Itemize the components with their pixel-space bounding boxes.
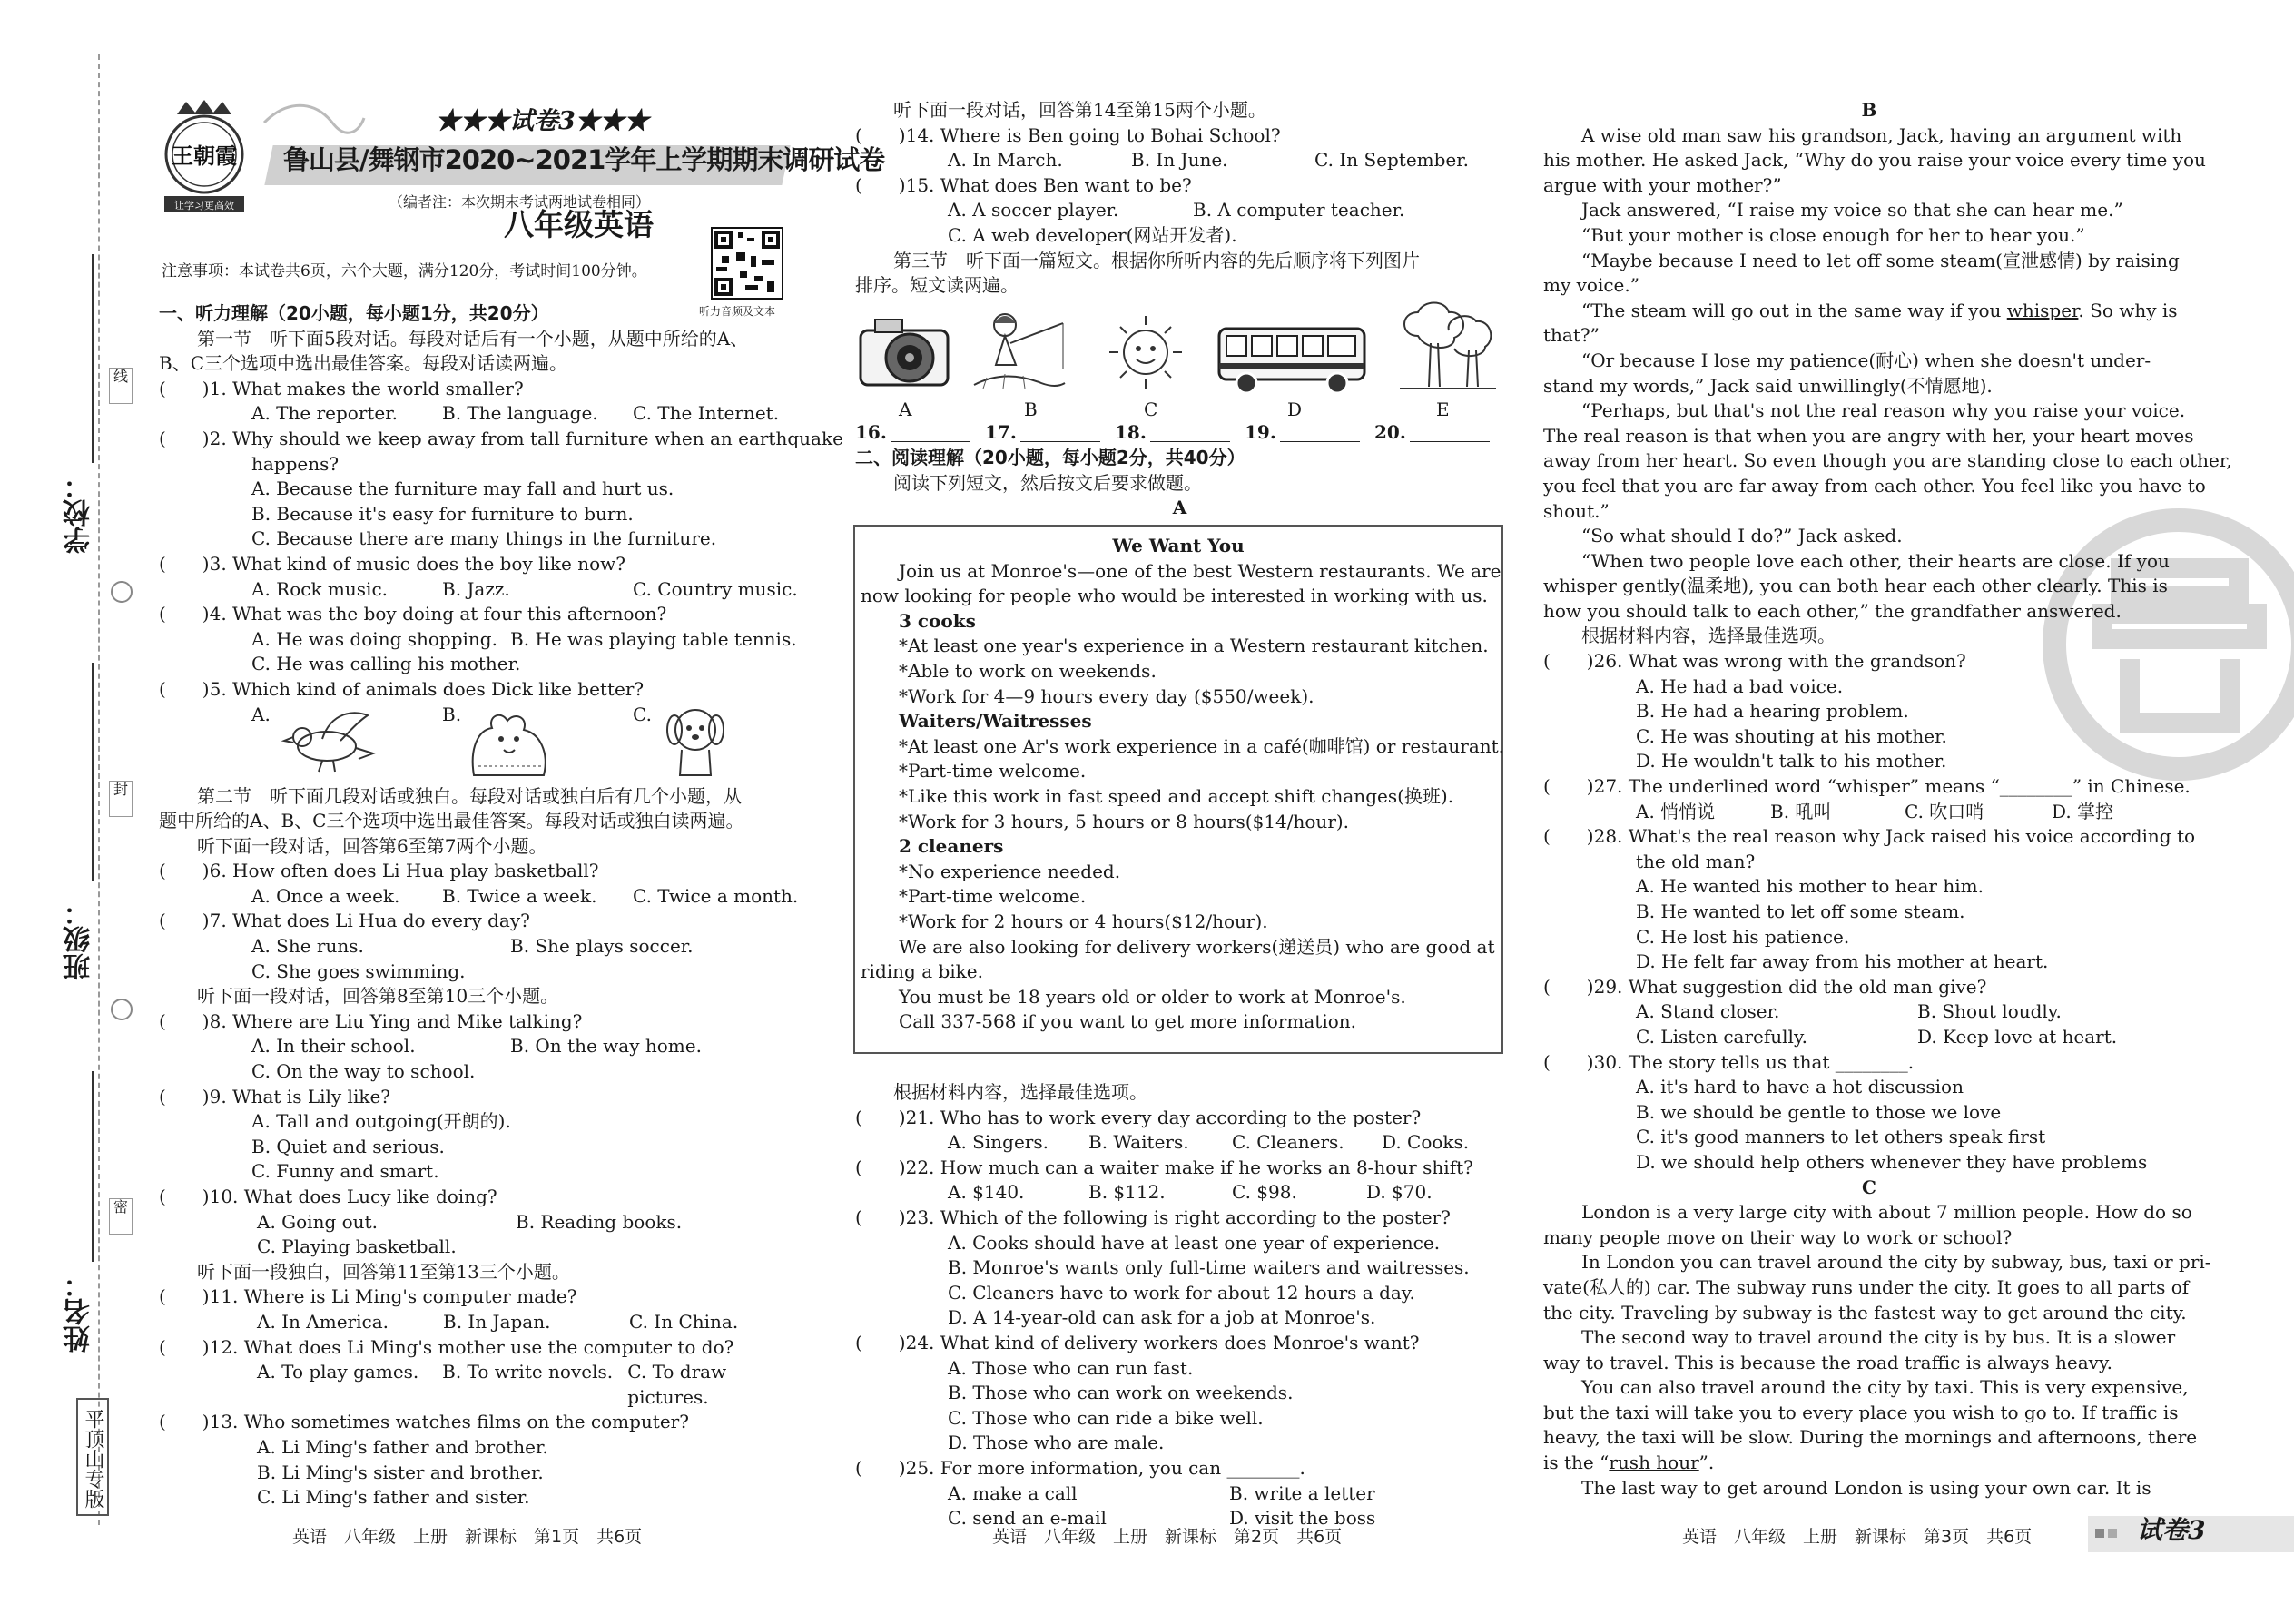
binding-hole [111, 581, 133, 603]
option[interactable]: C. He lost his patience. [1636, 925, 1850, 948]
option[interactable]: B. write a letter [1229, 1481, 1375, 1504]
passage-a-label: A [1172, 497, 1187, 519]
option[interactable]: C. Cleaners. [1232, 1131, 1344, 1154]
poster-line: *At least one year's experience in a Western restaurant kitchen. [899, 635, 1489, 657]
passage-c-line: You can also travel around the city by taxi. This is very expensive, [1581, 1376, 2189, 1399]
option[interactable]: A. Because the furniture may fall and hurt us. [251, 477, 674, 500]
question-22: ( )22. How much can a waiter make if he works an 8-hour shift? [855, 1156, 1473, 1178]
option[interactable]: B. He wanted to let off some steam. [1636, 901, 1965, 922]
option[interactable]: A. She runs. [251, 935, 364, 958]
question-27-options [1543, 800, 2195, 825]
option[interactable]: A. Those who can run fast. [948, 1356, 1194, 1379]
blank-label: 19. [1245, 421, 1276, 443]
question-29-options [1543, 999, 2195, 1025]
passage-c-line: way to travel. This is because the road traffic is always heavy. [1543, 1351, 2112, 1373]
question-21: ( )21. Who has to work every day according to the poster? [855, 1106, 1422, 1128]
passage-c-line: The second way to travel around the city is by bus. It is a slower [1581, 1326, 2176, 1349]
name-label: 姓名： [64, 1271, 95, 1353]
option[interactable]: B. A computer teacher. [1193, 199, 1405, 221]
part-2-instruction: 第二节 听下面几段对话或独白。每段对话或独白后有几个小题，从 [197, 784, 742, 807]
poster-line: *Like this work in fast speed and accept shift changes(换班). [899, 784, 1454, 807]
option[interactable]: C. He was shouting at his mother. [1636, 724, 1947, 747]
page-footer-2: 英语 八年级 上册 新课标 第2页 共6页 [992, 1527, 1343, 1547]
picture-label-b: B [1024, 399, 1038, 420]
option[interactable]: B. Because it's easy for furniture to burn. [251, 502, 634, 525]
option[interactable]: A. In their school. [251, 1035, 416, 1058]
part-3-instruction: 第三节 听下面一篇短文。根据你所听内容的先后顺序将下列图片 [893, 249, 1420, 271]
brand-sub: 让学习更高效 [174, 200, 234, 212]
blank-label: 20. [1374, 421, 1406, 443]
question-15: ( )15. What does Ben want to be? [855, 173, 1192, 196]
option[interactable]: C. In China. [629, 1310, 739, 1333]
part-1-instruction: 第一节 听下面5段对话。每段对话后有一个小题，从题中所给的A、 [197, 327, 749, 349]
passage-c-label: C [1862, 1176, 1876, 1198]
option[interactable]: A. 悄悄说 [1636, 800, 1716, 822]
passage-b-line: his mother. He asked Jack, “Why do you raise your voice every time you [1543, 149, 2206, 172]
option[interactable]: D. we should help others whenever they have problems [1636, 1150, 2148, 1173]
poster-line: *Able to work on weekends. [899, 659, 1157, 682]
option[interactable]: B. In June. [1131, 149, 1228, 172]
seal-line-char-2: 封 [109, 781, 133, 817]
passage-b-line: “Perhaps, but that's not the real reason why you raise your voice. [1581, 399, 2186, 422]
option[interactable]: C. 吹口哨 [1905, 800, 1984, 822]
question-28: ( )28. What's the real reason why Jack raised his voice according to [1543, 825, 2196, 848]
sun-icon [1100, 307, 1191, 398]
question-1: ( )1. What makes the world smaller? [159, 377, 524, 399]
option[interactable]: A. Tall and outgoing(开朗的). [251, 1110, 511, 1133]
option[interactable]: A. He was doing shopping. [251, 627, 497, 650]
option[interactable]: B. Reading books. [516, 1210, 683, 1233]
question-25-options [855, 1481, 1504, 1507]
option[interactable]: A. He wanted his mother to hear him. [1636, 875, 1984, 898]
question-23: ( )23. Which of the following is right according to the poster? [855, 1206, 1451, 1228]
option[interactable]: A. make a call [948, 1481, 1078, 1504]
section-1-title: 一、听力理解（20小题，每小题1分，共20分） [159, 302, 549, 324]
trees-icon [1391, 300, 1500, 399]
option[interactable]: B. He had a hearing problem. [1636, 700, 1909, 723]
question-29: ( )29. What suggestion did the old man give? [1543, 975, 1987, 998]
option[interactable]: C. In September. [1314, 149, 1469, 172]
cut-line [98, 54, 100, 1525]
option[interactable]: D. Those who are male. [948, 1432, 1165, 1454]
option[interactable]: C. $98. [1232, 1181, 1297, 1204]
poster-line: *Part-time welcome. [899, 885, 1087, 908]
option-dog-cat[interactable] [442, 703, 633, 784]
option-puppy[interactable] [633, 703, 652, 784]
poster-cleaners-heading: 2 cleaners [899, 835, 1004, 858]
question-15-options [855, 198, 1504, 223]
question-7: ( )7. What does Li Hua do every day? [159, 910, 530, 932]
blank-label: 16. [855, 421, 887, 443]
question-2: ( )2. Why should we keep away from tall furniture when an earthquake [159, 427, 843, 449]
text: . So why is [2078, 299, 2178, 321]
option[interactable]: C. To draw pictures. [627, 1361, 727, 1408]
option[interactable]: B. On the way home. [510, 1035, 702, 1058]
option[interactable]: D. visit the boss [1229, 1507, 1376, 1530]
brand-name: 王朝霞 [172, 143, 237, 169]
passage-b-line: The real reason is that when you are angry with her, your heart moves [1543, 424, 2194, 447]
school-field[interactable] [92, 254, 94, 463]
passage-b-line: away from her heart. So even though you are standing close to each other, [1543, 449, 2232, 472]
blank-19[interactable] [1245, 420, 1374, 446]
class-field[interactable] [92, 663, 94, 881]
option[interactable]: C. Funny and smart. [251, 1160, 439, 1183]
fishing-girl-icon [969, 305, 1068, 396]
school-label: 学校： [64, 472, 95, 554]
picture-label-d: D [1287, 399, 1303, 420]
passage-b-line: how you should talk to each other,” the grandfather answered. [1543, 599, 2122, 622]
passage-b-label: B [1861, 99, 1877, 121]
question-2-cont: happens? [251, 452, 340, 475]
passage-b-line: you feel that you are far away from each other. You feel like you have to [1543, 474, 2206, 497]
option[interactable]: A. Cooks should have at least one year of experience. [948, 1231, 1441, 1254]
question-11-options [159, 1310, 812, 1335]
option[interactable]: D. 掌控 [2052, 800, 2114, 822]
passage-c-line: In London you can travel around the city by subway, bus, taxi or pri- [1581, 1251, 2211, 1274]
option[interactable]: A. $140. [948, 1181, 1025, 1204]
paper-tag: 试卷3 [2137, 1515, 2206, 1545]
option[interactable]: D. He felt far away from his mother at heart. [1636, 950, 2049, 973]
option[interactable]: D. Keep love at heart. [1917, 1025, 2118, 1048]
option[interactable]: A. Stand closer. [1636, 1000, 1780, 1023]
option[interactable]: B. 吼叫 [1770, 800, 1832, 822]
choose-instruction: 根据材料内容，选择最佳选项。 [1581, 625, 1836, 647]
poster-line: *Work for 3 hours, 5 hours or 8 hours($14/hour). [899, 810, 1350, 832]
option[interactable]: B. $112. [1088, 1181, 1166, 1204]
question-6-options [159, 884, 812, 910]
column-2-questions [855, 1080, 1504, 1531]
option[interactable]: A. In March. [948, 149, 1063, 172]
option[interactable]: C. She goes swimming. [251, 960, 466, 982]
blank-label: 17. [985, 421, 1017, 443]
question-8-options [159, 1034, 812, 1059]
option[interactable]: C. send an e-mail [948, 1507, 1107, 1530]
bird-icon [277, 703, 377, 775]
poster-intro-cont: now looking for people who would be interested in working with us. [861, 585, 1488, 607]
footer-square-icon [2095, 1529, 2104, 1538]
question-12: ( )12. What does Li Ming's mother use the computer to do? [159, 1335, 734, 1358]
passage-c-line: but the taxi will take you to every place you wish to go to. If traffic is [1543, 1401, 2179, 1423]
option[interactable]: B. Quiet and serious. [251, 1135, 445, 1157]
poster-cooks-heading: 3 cooks [899, 609, 976, 632]
option[interactable]: C. it's good manners to let others speak first [1636, 1126, 2046, 1148]
option[interactable]: B. In Japan. [443, 1310, 551, 1333]
poster-title: We Want You [1112, 535, 1245, 556]
poster-line: *Work for 4—9 hours every day ($550/week). [899, 684, 1314, 707]
seal-line-char-1: 线 [109, 368, 133, 404]
passage-c-line [1543, 1451, 2195, 1476]
paper-label: ★★★试卷3★★★ [436, 107, 649, 135]
option[interactable]: A. He had a bad voice. [1636, 674, 1844, 697]
part-3-instruction-cont: 排序。短文读两遍。 [855, 274, 1019, 297]
question-25: ( )25. For more information, you can ________. [855, 1456, 1305, 1479]
option[interactable]: B. Monroe's wants only full-time waiters and waitresses. [948, 1256, 1470, 1279]
option[interactable]: A. Singers. [948, 1131, 1049, 1154]
poster-line: We are also looking for delivery workers(递送员) who are good at [899, 935, 1495, 958]
poster-line: *At least one Ar's work experience in a café(咖啡馆) or restaurant. [899, 734, 1505, 757]
blank-16[interactable] [855, 420, 985, 446]
poster-line: *No experience needed. [899, 860, 1121, 882]
passage-b-line: “Or because I lose my patience(耐心) when she doesn't under- [1581, 349, 2151, 371]
option[interactable]: B. The language. [442, 402, 598, 425]
underlined-phrase: rush hour [1609, 1452, 1699, 1474]
option[interactable]: C. A web developer(网站开发者). [948, 223, 1237, 246]
passage-c-line: London is a very large city with about 7 million people. How do so [1581, 1201, 2192, 1224]
option[interactable]: C. Listen carefully. [1636, 1025, 1807, 1048]
text: ”. [1698, 1452, 1715, 1474]
column-1 [159, 301, 843, 1511]
binding-hole [111, 999, 133, 1020]
option[interactable]: C. The Internet. [633, 402, 780, 425]
blank-label: 18. [1115, 421, 1147, 443]
passage-b-line: “But your mother is close enough for her to hear you.” [1581, 223, 2085, 246]
question-11: ( )11. Where is Li Ming's computer made? [159, 1285, 577, 1308]
question-7-options [159, 934, 812, 960]
page-footer-1: 英语 八年级 上册 新课标 第1页 共6页 [292, 1527, 643, 1547]
section-2-instruction: 阅读下列短文，然后按文后要求做题。 [893, 471, 1202, 494]
option[interactable]: A. The reporter. [251, 402, 398, 425]
option[interactable]: C. Li Ming's father and sister. [257, 1486, 530, 1509]
passage-c-line: the city. Traveling by subway is the fastest way to get around the city. [1543, 1301, 2187, 1324]
option[interactable]: B. Twice a week. [442, 884, 597, 907]
option[interactable]: A. Once a week. [251, 884, 400, 907]
option-bird[interactable] [251, 703, 442, 784]
subject-title: 八年级英语 [504, 207, 654, 242]
notice: 注意事项：本试卷共6页，六个大题，满分120分，考试时间100分钟。 [162, 262, 647, 281]
column-2 [855, 98, 1504, 299]
editor-note: （编者注：本次期末考试两地试卷相同） [389, 193, 651, 211]
question-9: ( )9. What is Lily like? [159, 1085, 391, 1107]
option[interactable]: C. Cleaners have to work for about 12 hours a day. [948, 1281, 1415, 1304]
blank-20[interactable] [1374, 420, 1504, 446]
option-label: C. [633, 703, 652, 725]
option[interactable]: D. Cooks. [1382, 1131, 1470, 1154]
option[interactable]: B. we should be gentle to those we love [1636, 1100, 2002, 1123]
seal-line-char-3: 密 [109, 1198, 133, 1235]
edition-tag: 平顶山专版 [76, 1398, 109, 1516]
question-28-cont: the old man? [1636, 850, 1756, 872]
passage-b-line: Jack answered, “I raise my voice so that she can hear me.” [1581, 199, 2123, 221]
passage-b-line: that?” [1543, 324, 1600, 347]
question-29-options-row2 [1543, 1025, 2195, 1050]
option[interactable]: C. He was calling his mother. [251, 653, 521, 675]
footer-square-icon [2108, 1529, 2117, 1538]
option[interactable]: D. A 14-year-old can ask for a job at Monroe's. [948, 1306, 1376, 1329]
poster-line: You must be 18 years old or older to work at Monroe's. [899, 985, 1406, 1008]
option[interactable]: D. He wouldn't talk to his mother. [1636, 750, 1947, 773]
passage-b-line: stand my words,” Jack said unwillingly(不情愿地). [1543, 374, 1993, 397]
page-footer-3: 英语 八年级 上册 新课标 第3页 共6页 [1682, 1527, 2033, 1547]
passage-b-line: my voice.” [1543, 274, 1639, 297]
section-2-header [855, 446, 1504, 521]
option-label: B. [442, 703, 462, 725]
part-2-instruction-cont: 题中所给的A、B、C三个选项中选出最佳答案。每段对话或独白读两遍。 [159, 810, 744, 832]
intro-6-7: 听下面一段对话，回答第6至第7两个小题。 [197, 834, 547, 857]
question-26: ( )26. What was wrong with the grandson? [1543, 650, 1966, 673]
brand-logo [159, 98, 250, 216]
option[interactable]: B. To write novels. [442, 1361, 614, 1383]
option[interactable]: B. Those who can work on weekends. [948, 1382, 1294, 1404]
intro-11-13: 听下面一段独白，回答第11至第13三个小题。 [197, 1260, 570, 1283]
option[interactable]: A. To play games. [257, 1361, 419, 1383]
option[interactable]: B. Waiters. [1088, 1131, 1189, 1154]
passage-b-line: A wise old man saw his grandson, Jack, having an argument with [1581, 123, 2182, 146]
part-1-instruction-cont: B、C三个选项中选出最佳答案。每段对话读两遍。 [159, 352, 567, 375]
question-27: ( )27. The underlined word “whisper” means “________” in Chinese. [1543, 775, 2191, 798]
question-24: ( )24. What kind of delivery workers does Monroe's want? [855, 1331, 1420, 1353]
picture-label-e: E [1436, 399, 1450, 420]
question-3-options [159, 577, 812, 603]
blank-18[interactable] [1115, 420, 1245, 446]
exam-title: 鲁山县/舞钢市2020~2021学年上学期期末调研试卷 [283, 144, 885, 175]
puppy-icon [655, 703, 736, 781]
passage-b-line: “So what should I do?” Jack asked. [1581, 525, 1903, 547]
text: “The steam will go out in the same way if you [1581, 299, 2007, 321]
option[interactable]: A. it's hard to have a hot discussion [1636, 1076, 1964, 1098]
passage-b-line: “Maybe because I need to let off some steam(宣泄感情) by raising [1581, 249, 2180, 271]
column-3 [1543, 98, 2232, 1501]
option[interactable]: A. Rock music. [251, 577, 388, 600]
answer-blanks [855, 420, 1504, 446]
passage-b-line: argue with your mother?” [1543, 173, 1782, 196]
poster-line: Call 337-568 if you want to get more information. [899, 1010, 1357, 1033]
option-label: A. [251, 703, 271, 725]
underlined-word: whisper [2006, 299, 2079, 321]
poster-line: riding a bike. [861, 960, 983, 983]
option[interactable]: C. Twice a month. [633, 884, 799, 907]
question-14-options [855, 148, 1504, 173]
class-label: 班级： [64, 899, 95, 980]
option[interactable]: B. She plays soccer. [510, 935, 694, 958]
question-5-options [159, 703, 812, 784]
picture-row [855, 300, 1504, 419]
ribbon-decoration [260, 95, 369, 150]
question-4: ( )4. What was the boy doing at four this afternoon? [159, 603, 667, 625]
passage-c-line: many people move on their way to work or school? [1543, 1225, 2013, 1248]
passage-b-line: whisper gently(温柔地), you can both hear each other clearly. This is [1543, 575, 2168, 597]
question-10: ( )10. What does Lucy like doing? [159, 1186, 497, 1207]
poster-line: *Part-time welcome. [899, 760, 1087, 782]
question-12-options [159, 1360, 812, 1410]
passage-c-line: vate(私人的) car. The subway runs under the city. It goes to all parts of [1543, 1275, 2190, 1298]
question-1-options [159, 401, 812, 427]
job-poster [853, 525, 1503, 1054]
poster-waiters-heading: Waiters/Waitresses [899, 710, 1092, 733]
animal-icon [460, 703, 560, 781]
question-14: ( )14. Where is Ben going to Bohai School? [855, 123, 1281, 146]
question-10-options [159, 1210, 812, 1235]
option[interactable]: B. He was playing table tennis. [510, 627, 797, 650]
option[interactable]: A. In America. [257, 1310, 389, 1333]
picture-label-a: A [899, 399, 912, 420]
camera-icon [855, 307, 955, 398]
option[interactable]: C. Because there are many things in the furniture. [251, 527, 717, 550]
choose-instruction: 根据材料内容，选择最佳选项。 [893, 1081, 1147, 1103]
qr-code[interactable] [711, 227, 783, 300]
passage-b-line [1543, 299, 2195, 324]
bus-icon [1216, 320, 1370, 401]
option[interactable]: C. Country music. [633, 577, 798, 600]
question-30: ( )30. The story tells us that ________. [1543, 1050, 1915, 1073]
passage-b-line: “When two people love each other, their hearts are close. If you [1581, 549, 2170, 572]
passage-c-line: The last way to get around London is using your own car. It is [1581, 1476, 2151, 1499]
option[interactable]: C. Playing basketball. [257, 1235, 457, 1258]
intro-14-15: 听下面一段对话，回答第14至第15两个小题。 [893, 99, 1266, 121]
option[interactable]: B. Jazz. [442, 577, 510, 600]
passage-c-line: heavy, the taxi will be slow. During the mornings and afternoons, there [1543, 1426, 2198, 1449]
option[interactable]: C. On the way to school. [251, 1060, 476, 1083]
option[interactable]: B. Li Ming's sister and brother. [257, 1461, 544, 1483]
question-21-options [855, 1130, 1504, 1156]
question-3: ( )3. What kind of music does the boy like now? [159, 552, 626, 575]
poster-intro: Join us at Monroe's—one of the best Western restaurants. We are [899, 559, 1501, 582]
blank-17[interactable] [985, 420, 1115, 446]
intro-8-10: 听下面一段对话，回答第8至第10三个小题。 [197, 985, 559, 1008]
question-8: ( )8. Where are Liu Ying and Mike talking? [159, 1009, 583, 1032]
passage-b-line: shout.” [1543, 499, 1610, 522]
question-22-options [855, 1180, 1504, 1206]
picture-label-c: C [1144, 399, 1158, 420]
option[interactable]: B. Shout loudly. [1917, 1000, 2062, 1023]
option[interactable]: A. Li Ming's father and brother. [257, 1435, 548, 1458]
name-field[interactable] [92, 1071, 94, 1262]
qr-caption: 听力音频及文本 [699, 305, 776, 318]
section-2-title: 二、阅读理解（20小题，每小题2分，共40分） [855, 447, 1245, 468]
question-6: ( )6. How often does Li Hua play basketball? [159, 860, 599, 882]
question-5: ( )5. Which kind of animals does Dick like better? [159, 677, 645, 700]
poster-line: *Work for 2 hours or 4 hours($12/hour). [899, 910, 1268, 932]
option[interactable]: C. Those who can ride a bike well. [948, 1406, 1264, 1429]
option[interactable]: A. Going out. [257, 1210, 378, 1233]
question-4-options [159, 627, 812, 653]
question-13: ( )13. Who sometimes watches films on the computer? [159, 1411, 689, 1433]
option[interactable]: A. A soccer player. [948, 199, 1119, 221]
text: is the “ [1543, 1452, 1610, 1474]
option[interactable]: D. $70. [1366, 1181, 1433, 1204]
